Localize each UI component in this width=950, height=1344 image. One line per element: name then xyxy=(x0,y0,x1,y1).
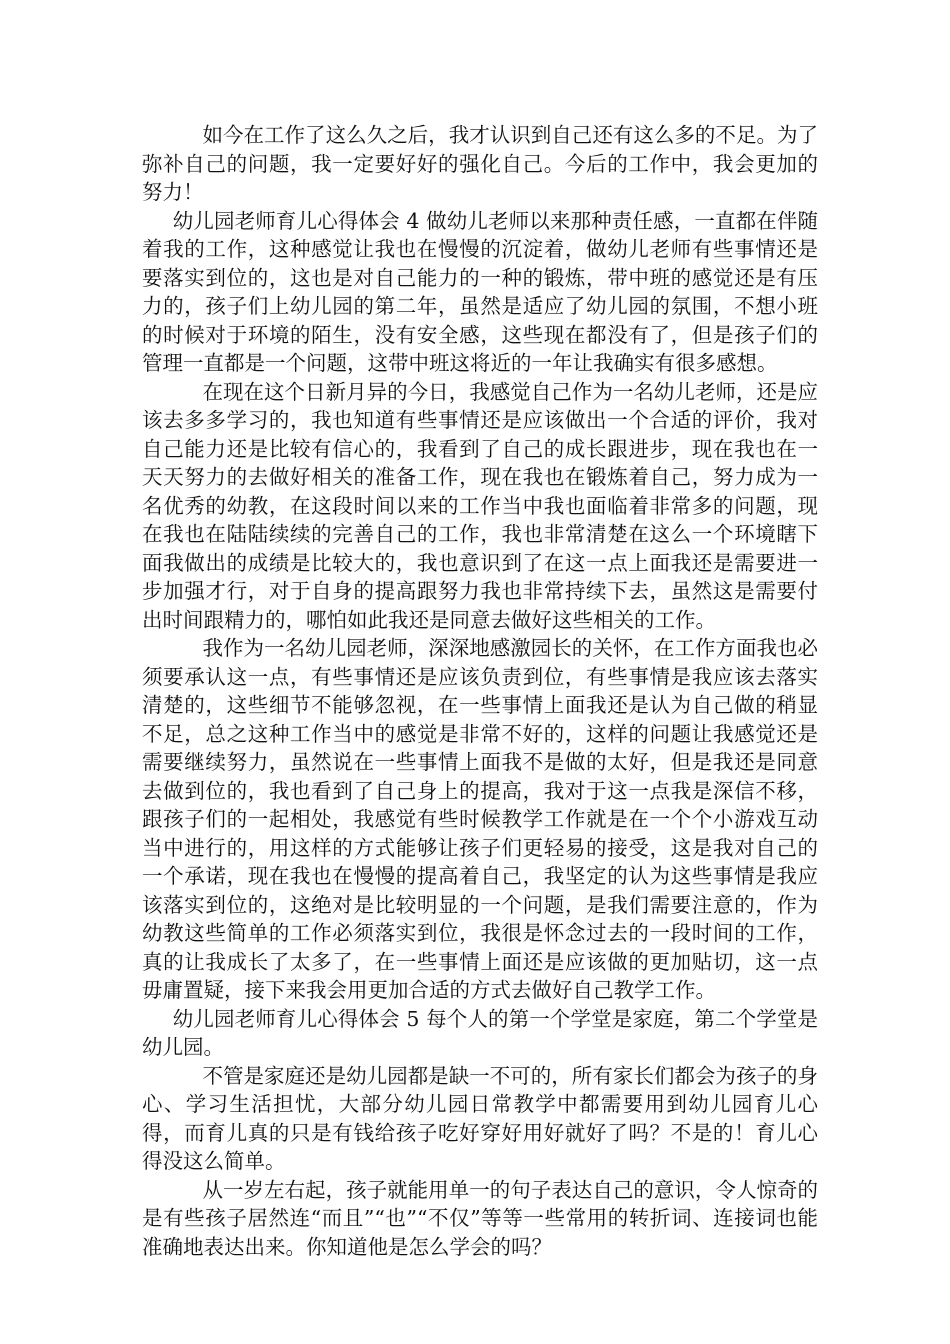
paragraph-body: 我作为一名幼儿园老师，深深地感激园长的关怀，在工作方面我也必须要承认这一点，有些事情还是应该负责到位，有些事情是我应该去落实清楚的，这些细节不能够忽视，在一些事情上面我还是认为自己做的稍显不足，总之这种工作当中的感觉是非常不好的，这样的问题让我感觉还是需要继续努力，虽然说在一些事情上面我不是做的太好，但是我还是同意去做到位的，我也看到了自己身上的提高，我对于这一点我是深信不移，跟孩子们的一起相处，我感觉有些时候教学工作就是在一个个小游戏互动当中进行的，用这样的方式能够让孩子们更轻易的接受，这是我对自己的一个承诺，现在我也在慢慢的提高着自己，我坚定的认为这些事情是我应该落实到位的，这绝对是比较明显的一个问题，是我们需要注意的，作为幼教这些简单的工作必须落实到位，我很是怀念过去的一段时间的工作，真的让我成长了太多了，在一些事情上面还是应该做的更加贴切，这一点毋庸置疑，接下来我会用更加合适的方式去做好自己教学工作。 xyxy=(142,636,818,1002)
document-body xyxy=(142,121,818,1261)
paragraph-body: 不管是家庭还是幼儿园都是缺一不可的，所有家长们都会为孩子的身心、学习生活担忧，大部分幼儿园日常教学中都需要用到幼儿园育儿心得，而育儿真的只是有钱给孩子吃好穿好用好就好了吗？不是的！育儿心得没这么简单。 xyxy=(142,1063,818,1173)
paragraph-heading-4: 幼儿园老师育儿心得体会 4 做幼儿老师以来那种责任感，一直都在伴随着我的工作，这种感觉让我也在慢慢的沉淀着，做幼儿老师有些事情还是要落实到位的，这也是对自己能力的一种的锻炼，带中班的感觉还是有压力的，孩子们上幼儿园的第二年，虽然是适应了幼儿园的氛围，不想小班的时候对于环境的陌生，没有安全感，这些现在都没有了，但是孩子们的管理一直都是一个问题，这带中班这将近的一年让我确实有很多感想。 xyxy=(142,208,818,375)
paragraph-intro: 如今在工作了这么久之后，我才认识到自己还有这么多的不足。为了弥补自己的问题，我一定要好好的强化自己。今后的工作中，我会更加的努力！ xyxy=(142,123,818,204)
paragraph-body: 在现在这个日新月异的今日，我感觉自己作为一名幼儿老师，还是应该去多多学习的，我也知道有些事情还是应该做出一个合适的评价，我对自己能力还是比较有信心的，我看到了自己的成长跟进步，现在我也在一天天努力的去做好相关的准备工作，现在我也在锻炼着自己，努力成为一名优秀的幼教，在这段时间以来的工作当中我也面临着非常多的问题，现在我也在陆陆续续的完善自己的工作，我也非常清楚在这么一个环境瞎下面我做出的成绩是比较大的，我也意识到了在这一点上面我还是需要进一步加强才行，对于自身的提高跟努力我也非常持续下去，虽然这是需要付出时间跟精力的，哪怕如此我还是同意去做好这些相关的工作。 xyxy=(142,379,818,632)
paragraph-body: 从一岁左右起，孩子就能用单一的句子表达自己的意识，令人惊奇的是有些孩子居然连“而且”“也”“不仅”等等一些常用的转折词、连接词也能准确地表达出来。你知道他是怎么学会的吗？ xyxy=(142,1177,818,1259)
paragraph-heading-5: 幼儿园老师育儿心得体会 5 每个人的第一个学堂是家庭，第二个学堂是幼儿园。 xyxy=(142,1006,818,1059)
